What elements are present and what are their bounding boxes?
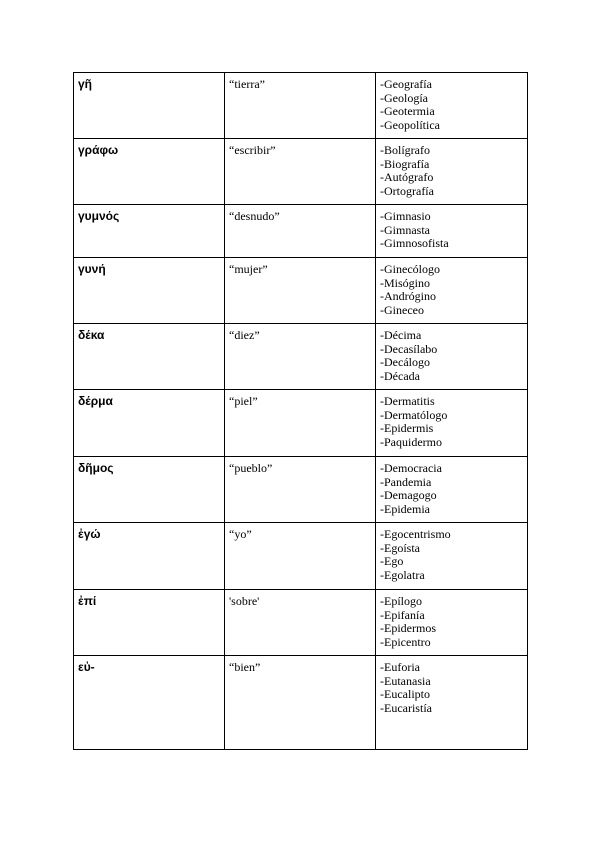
meaning-cell: “piel” bbox=[225, 390, 376, 457]
derivative-word: -Gineceo bbox=[380, 302, 424, 317]
table-row bbox=[74, 590, 528, 656]
meaning-cell: “pueblo” bbox=[225, 457, 376, 523]
derivative-word: -Decasílabo bbox=[380, 341, 438, 356]
meaning-cell: “desnudo” bbox=[225, 205, 376, 258]
derivative-word: -Epicentro bbox=[380, 634, 431, 649]
derivative-word: -Decálogo bbox=[380, 355, 430, 369]
derivative-word: -Egocentrismo bbox=[380, 527, 451, 541]
derivative-word: -Epidermos bbox=[380, 621, 436, 635]
greek-root-cell: ἐγώ bbox=[74, 523, 225, 590]
derivative-word: -Egolatra bbox=[380, 567, 425, 582]
derivative-word: -Década bbox=[380, 368, 420, 383]
derivative-word: -Democracia bbox=[380, 461, 442, 475]
derivative-word: -Geología bbox=[380, 90, 428, 105]
derivative-word: -Pandemia bbox=[380, 474, 432, 489]
derivative-word: -Andrógino bbox=[380, 289, 436, 303]
greek-root-cell: εὐ- bbox=[74, 656, 225, 750]
greek-root-cell: δῆμος bbox=[74, 457, 225, 523]
greek-root-cell: ἐπί bbox=[74, 590, 225, 656]
derivative-word: -Ortografía bbox=[380, 183, 434, 198]
derivative-word: -Biografía bbox=[380, 156, 430, 171]
table-row bbox=[74, 457, 528, 523]
meaning-cell: “yo” bbox=[225, 523, 376, 590]
derivative-word: -Egoísta bbox=[380, 540, 420, 555]
derivative-word: -Geopolítica bbox=[380, 117, 440, 132]
meaning-cell: “escribir” bbox=[225, 139, 376, 205]
derivative-word: -Geotermia bbox=[380, 104, 435, 118]
table-row bbox=[74, 390, 528, 457]
derivative-word: -Gimnosofista bbox=[380, 236, 449, 250]
greek-root-cell: γῆ bbox=[74, 73, 225, 139]
derivatives-cell bbox=[376, 523, 528, 590]
derivative-word: -Autógrafo bbox=[380, 170, 434, 184]
derivative-word: -Geografía bbox=[380, 77, 432, 91]
greek-root-cell: γυνή bbox=[74, 258, 225, 324]
meaning-cell: “tierra” bbox=[225, 73, 376, 139]
derivative-word: -Epílogo bbox=[380, 594, 422, 608]
meaning-cell: “bien” bbox=[225, 656, 376, 750]
derivative-word: -Eucalipto bbox=[380, 687, 430, 701]
derivatives-cell bbox=[376, 139, 528, 205]
derivatives-cell bbox=[376, 590, 528, 656]
derivatives-cell bbox=[376, 73, 528, 139]
table-row bbox=[74, 258, 528, 324]
derivative-word: -Bolígrafo bbox=[380, 143, 430, 157]
greek-root-cell: δέρμα bbox=[74, 390, 225, 457]
derivative-word: -Dermatitis bbox=[380, 394, 435, 408]
table-row bbox=[74, 324, 528, 390]
meaning-cell: 'sobre' bbox=[225, 590, 376, 656]
derivatives-cell bbox=[376, 205, 528, 258]
derivatives-cell bbox=[376, 656, 528, 750]
derivative-word: -Epidemia bbox=[380, 501, 430, 516]
table-row bbox=[74, 523, 528, 590]
derivative-word: -Epifanía bbox=[380, 607, 425, 622]
greek-root-cell: δέκα bbox=[74, 324, 225, 390]
derivative-word: -Misógino bbox=[380, 275, 431, 290]
derivatives-cell bbox=[376, 457, 528, 523]
derivative-word: -Dermatólogo bbox=[380, 407, 448, 422]
table-row bbox=[74, 139, 528, 205]
meaning-cell: “diez” bbox=[225, 324, 376, 390]
table-row bbox=[74, 656, 528, 750]
derivative-word: -Décima bbox=[380, 328, 422, 342]
table-row bbox=[74, 205, 528, 258]
table-row bbox=[74, 73, 528, 139]
derivative-word: -Euforia bbox=[380, 660, 420, 674]
derivative-word: -Demagogo bbox=[380, 488, 437, 502]
greek-roots-table bbox=[73, 72, 528, 750]
greek-root-cell: γυμνός bbox=[74, 205, 225, 258]
derivatives-cell bbox=[376, 390, 528, 457]
derivative-word: -Epidermis bbox=[380, 421, 434, 435]
derivatives-cell bbox=[376, 324, 528, 390]
derivative-word: -Ginecólogo bbox=[380, 262, 440, 276]
derivatives-cell bbox=[376, 258, 528, 324]
derivative-word: -Eucaristía bbox=[380, 700, 432, 715]
derivative-word: -Eutanasia bbox=[380, 673, 431, 688]
meaning-cell: “mujer” bbox=[225, 258, 376, 324]
derivative-word: -Paquidermo bbox=[380, 434, 442, 449]
derivative-word: -Ego bbox=[380, 554, 404, 568]
greek-root-cell: γράφω bbox=[74, 139, 225, 205]
derivative-word: -Gimnasta bbox=[380, 222, 430, 237]
derivative-word: -Gimnasio bbox=[380, 209, 431, 223]
